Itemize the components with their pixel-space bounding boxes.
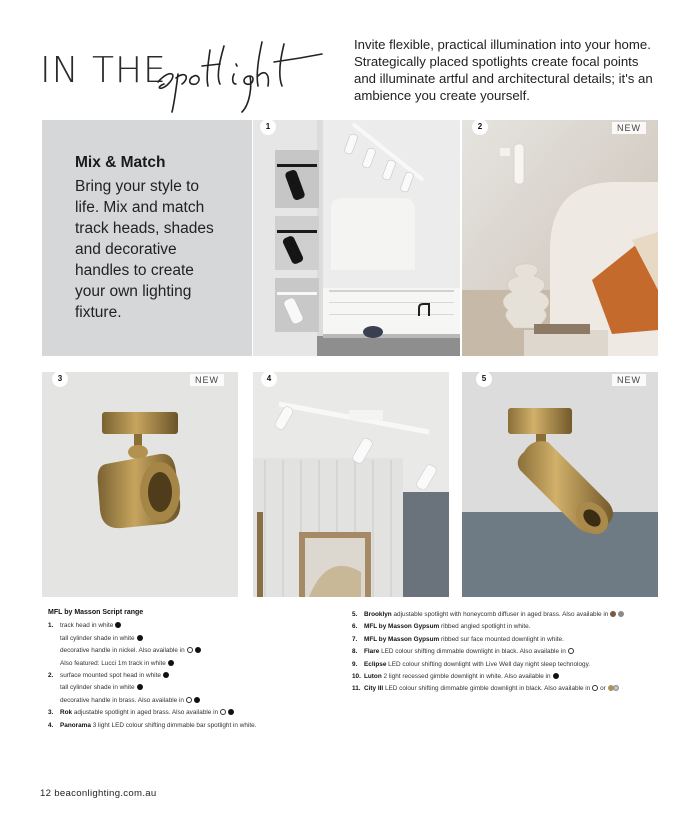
spotlight-script-lettering xyxy=(150,20,330,115)
colour-swatch-icon xyxy=(568,648,574,654)
colour-swatch-icon xyxy=(613,685,619,691)
caption-number: 2. xyxy=(48,672,54,680)
caption-item xyxy=(352,621,662,633)
caption-number: 7. xyxy=(352,635,358,643)
page-number: 12 xyxy=(40,788,52,799)
caption-text: tall cylinder shade in white xyxy=(60,684,135,692)
caption-number: 9. xyxy=(352,660,358,668)
photo-panel-2 xyxy=(462,120,658,356)
caption-item xyxy=(48,620,338,632)
caption-item xyxy=(352,634,662,646)
product-name: Panorama xyxy=(60,721,91,729)
caption-item xyxy=(48,633,338,645)
product-name: Luton xyxy=(364,673,382,681)
panel-number: 5 xyxy=(476,372,492,387)
new-badge: NEW xyxy=(190,374,224,386)
caption-text: decorative handle in nickel. Also available in xyxy=(60,647,185,655)
caption-text: LED colour shifting dimmable downlight in black. Also available in xyxy=(381,648,566,656)
caption-text: adjustable spotlight with honeycomb diffuser in aged brass. Also available in xyxy=(393,611,609,618)
caption-text: adjustable spotlight in aged brass. Also available in xyxy=(73,709,219,717)
colour-swatch-icon xyxy=(168,660,174,666)
panel-number: 3 xyxy=(52,372,68,387)
caption-number: 3. xyxy=(48,709,54,717)
photo-panel-3 xyxy=(42,372,238,597)
caption-item xyxy=(352,609,662,621)
product-name: MFL by Masson Gypsum xyxy=(364,623,440,631)
caption-item xyxy=(352,659,662,671)
page-footer xyxy=(40,788,157,799)
or-text: or xyxy=(598,685,606,693)
colour-swatch-icon xyxy=(137,635,143,641)
panel-number: 2 xyxy=(472,120,488,135)
caption-text: 2 light recessed gimble downlight in white. Also available in xyxy=(383,673,551,681)
page-title: IN THE xyxy=(40,50,167,91)
colour-swatch-icon xyxy=(194,697,200,703)
intro-paragraph: Invite flexible, practical illumination into your home. Strategically placed spotlights create focal points and illuminate artful and architectural details; it's an ambience you create yourself. xyxy=(354,37,653,103)
caption-number: 1. xyxy=(48,622,54,630)
caption-item xyxy=(48,695,338,707)
caption-item xyxy=(352,671,662,683)
caption-number: 11. xyxy=(352,685,361,693)
product-name: Flare xyxy=(364,648,380,656)
caption-text: surface mounted spot head in white xyxy=(60,672,161,680)
caption-text: decorative handle in brass. Also available in xyxy=(60,696,184,704)
colour-swatch-icon xyxy=(228,709,234,715)
colour-swatch-icon xyxy=(137,684,143,690)
caption-text: LED colour shifting dimmable gimble downlight in black. Also available in xyxy=(384,685,591,693)
colour-swatch-icon xyxy=(220,709,226,715)
caption-text: Also featured: Lucci 1m track in white xyxy=(60,659,166,667)
caption-number: 4. xyxy=(48,721,54,729)
caption-text: tall cylinder shade in white xyxy=(60,634,135,642)
caption-item xyxy=(48,707,338,719)
caption-number: 10. xyxy=(352,673,361,681)
colour-swatch-icon xyxy=(553,673,559,679)
product-name: Brooklyn xyxy=(364,611,392,618)
bedroom-spotlight-image xyxy=(462,120,658,356)
colour-swatch-icon xyxy=(163,672,169,678)
photo-panel-1 xyxy=(253,120,460,356)
colour-swatch-icon xyxy=(195,647,201,653)
panel-number: 4 xyxy=(261,372,277,387)
new-badge: NEW xyxy=(612,374,646,386)
colour-swatch-icon xyxy=(610,611,616,617)
website-link[interactable]: beaconlighting.com.au xyxy=(54,788,157,799)
brass-adjustable-spotlight-image xyxy=(462,372,658,597)
mix-and-match-title: Mix & Match xyxy=(75,154,166,171)
brass-spotlight-image xyxy=(42,372,238,597)
captions-left xyxy=(48,607,338,732)
caption-number: 5. xyxy=(352,611,358,618)
caption-number: 8. xyxy=(352,648,358,656)
caption-item xyxy=(48,670,338,682)
caption-text: track head in white xyxy=(60,622,114,630)
caption-text: ribbed sur face mounted downlight in white. xyxy=(440,635,564,643)
product-name: City III xyxy=(364,685,384,693)
caption-item xyxy=(48,658,338,670)
photo-panel-5 xyxy=(462,372,658,597)
mix-and-match-panel xyxy=(42,120,252,356)
caption-item xyxy=(352,646,662,658)
new-badge: NEW xyxy=(612,122,646,134)
caption-number: 6. xyxy=(352,623,358,631)
caption-item xyxy=(48,720,338,732)
colour-swatch-icon xyxy=(186,697,192,703)
colour-swatch-icon xyxy=(115,622,121,628)
range-heading: MFL by Masson Script range xyxy=(48,609,144,616)
caption-text: 3 light LED colour shifting dimmable bar spotlight in white. xyxy=(92,721,257,729)
kitchen-track-lights-image xyxy=(253,120,460,356)
panel-number: 1 xyxy=(260,120,276,135)
mix-and-match-body: Bring your style to life. Mix and match track heads, shades and decorative handles to create your own lighting fixture. xyxy=(75,178,214,321)
product-name: Rok xyxy=(60,709,73,717)
svg-text:spotlight: spotlight xyxy=(160,107,169,109)
caption-item xyxy=(352,683,662,695)
captions-right xyxy=(352,609,662,696)
colour-swatch-icon xyxy=(618,611,624,617)
colour-swatch-icon xyxy=(187,647,193,653)
photo-panel-4 xyxy=(253,372,449,597)
product-name: MFL by Masson Gypsum xyxy=(364,635,440,643)
caption-item xyxy=(48,645,338,657)
caption-text: LED colour shifting downlight with Live Well day night sleep technology. xyxy=(388,660,591,668)
product-name: Eclipse xyxy=(364,660,387,668)
bar-spotlight-image xyxy=(253,372,449,597)
caption-item xyxy=(48,682,338,694)
caption-text: ribbed angled spotlight in white. xyxy=(440,623,531,631)
